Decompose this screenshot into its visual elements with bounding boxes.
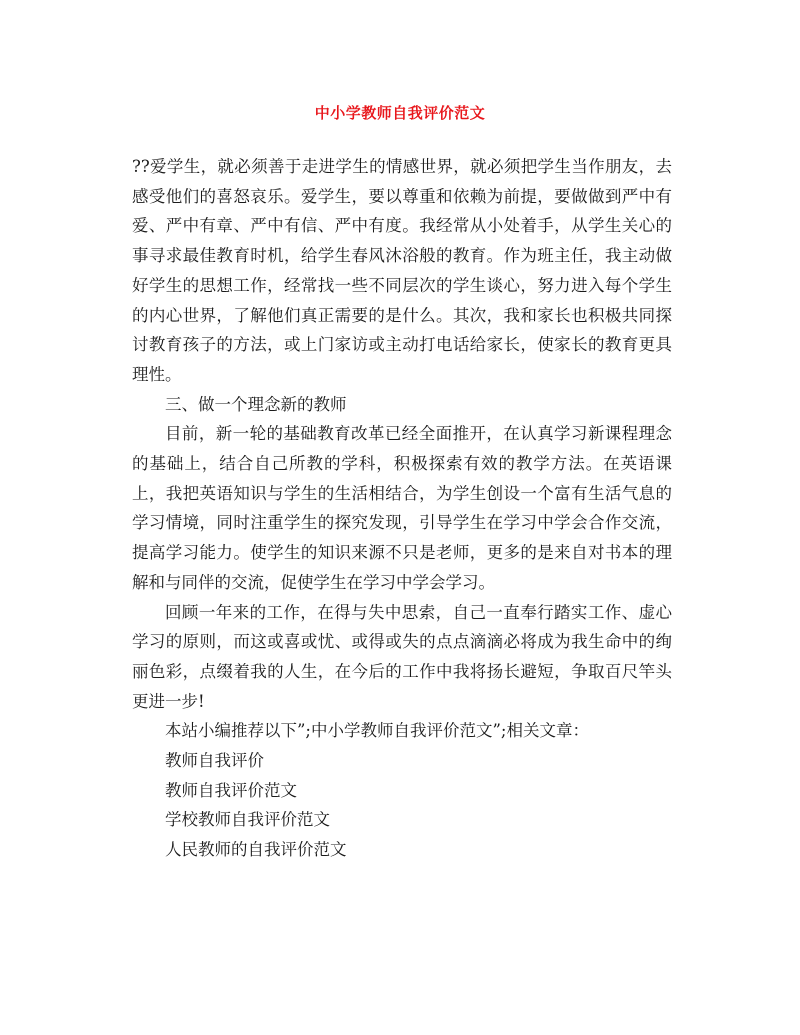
paragraph-review-year: 回顾一年来的工作，在得与失中思索，自己一直奉行踏实工作、虚心学习的原则，而这或喜或忧、或得或失的点点滴滴必将成为我生命中的绚丽色彩，点缀着我的人生，在今后的工作中我将扬长避短，争取百尺竿头更进一步! — [132, 602, 672, 711]
related-articles-intro: 本站小编推荐以下”;中小学教师自我评价范文”;相关文章： — [165, 721, 589, 741]
paragraph-love-students: ??爱学生，就必须善于走进学生的情感世界，就必须把学生当作朋友，去感受他们的喜怒哀乐。爱学生，要以尊重和依赖为前提，要做做到严中有爱、严中有章、严中有信、严中有度。我经常从小处着手，从学生关心的事寻求最佳教育时机，给学生春风沐浴般的教育。作为班主任，我主动做好学生的思想工作，经常找一些不同层次的学生谈心，努力进入每个学生的内心世界，了解他们真正需要的是什么。其次，我和家长也积极共同探讨教育孩子的方法，或上门家访或主动打电话给家长，使家长的教育更具理性。 — [132, 157, 672, 384]
related-link[interactable]: 教师自我评价范文 — [165, 780, 297, 800]
document-title: 中小学教师自我评价范文 — [314, 104, 486, 122]
document-body — [132, 152, 672, 865]
related-link[interactable]: 人民教师的自我评价范文 — [165, 840, 347, 860]
section-heading-new-concept-teacher: 三、做一个理念新的教师 — [165, 394, 347, 414]
related-link[interactable]: 教师自我评价 — [165, 751, 264, 771]
related-link[interactable]: 学校教师自我评价范文 — [165, 810, 330, 830]
paragraph-education-reform: 目前，新一轮的基础教育改革已经全面推开，在认真学习新课程理念的基础上，结合自己所教的学科，积极探索有效的教学方法。在英语课上，我把英语知识与学生的生活相结合，为学生创设一个富有生活气息的学习情境，同时注重学生的探究发现，引导学生在学习中学会合作交流，提高学习能力。使学生的知识来源不只是老师，更多的是来自对书本的理解和与同伴的交流，促使学生在学习中学会学习。 — [132, 424, 672, 592]
